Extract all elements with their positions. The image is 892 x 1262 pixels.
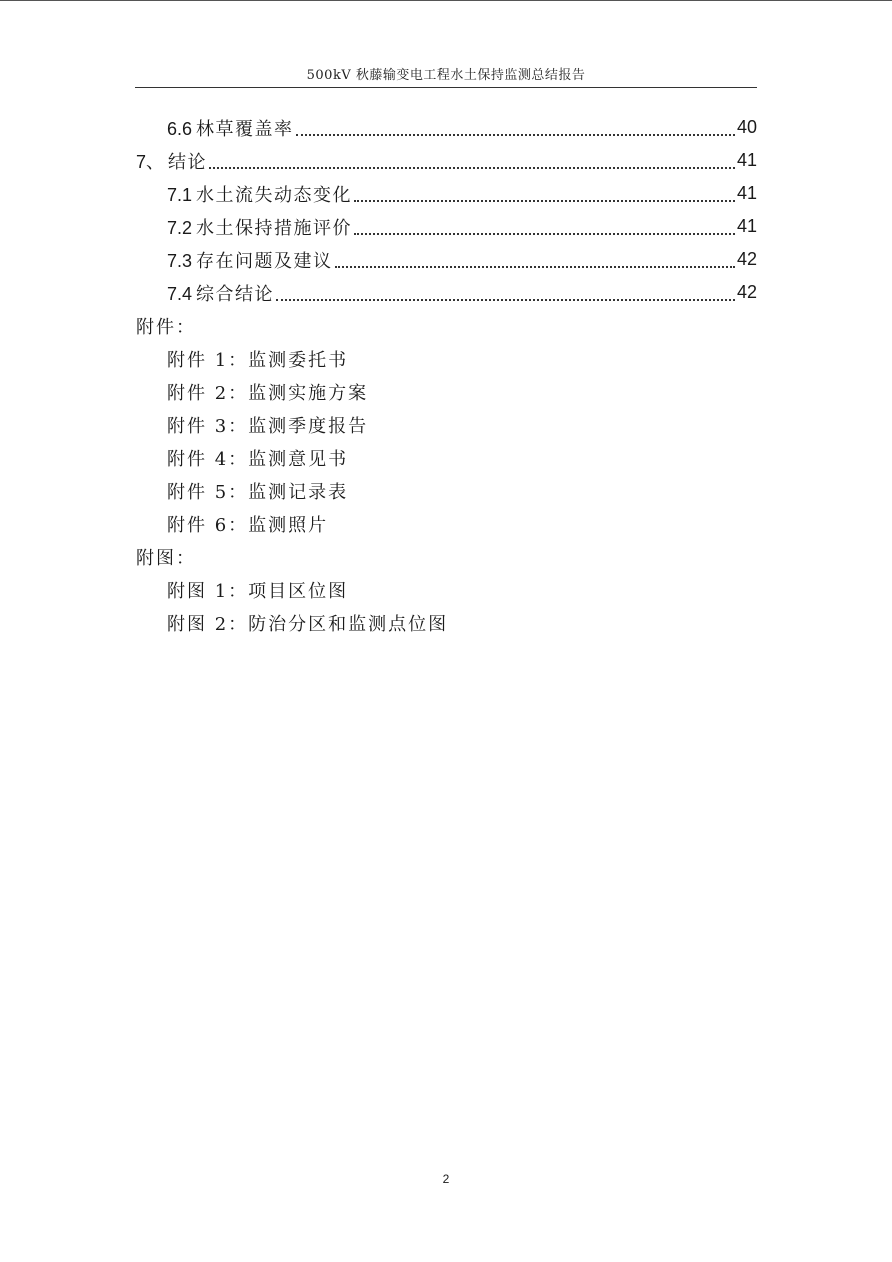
toc-entry-label: [167, 280, 274, 306]
toc-entry-number: 7.3: [167, 250, 193, 271]
toc-entry[interactable]: [167, 210, 757, 243]
toc-entry-label: [167, 115, 294, 141]
toc-entry-number: 7.1: [167, 184, 193, 205]
toc-entry-title: 存在问题及建议: [196, 250, 333, 272]
toc-entry-page: 40: [736, 117, 757, 137]
toc-entry-label: [167, 214, 352, 240]
toc-leader-dots: [209, 166, 735, 169]
toc-entry-page: 42: [736, 249, 757, 269]
toc-entry-number: 7.2: [167, 217, 193, 238]
toc-entry-number: 6.6: [167, 118, 193, 139]
attachment-item[interactable]: 附件 1：监测委托书: [167, 349, 349, 371]
toc-entry-number: 7.4: [167, 283, 193, 304]
attachments-heading: 附件：: [136, 316, 196, 338]
running-header: 500kV 秋藤输变电工程水土保持监测总结报告: [306, 68, 586, 83]
figure-item[interactable]: 附图 2：防治分区和监测点位图: [167, 613, 449, 635]
page-number: 2: [442, 1172, 450, 1186]
page-top-edge: [0, 0, 892, 1]
figures-heading: 附图：: [136, 547, 196, 569]
figure-item[interactable]: 附图 1：项目区位图: [167, 580, 349, 602]
toc-entry-page: 41: [736, 150, 757, 170]
toc-leader-dots: [296, 133, 735, 136]
toc-leader-dots: [276, 298, 735, 301]
toc-leader-dots: [335, 265, 735, 268]
toc-entry-title: 水土流失动态变化: [196, 184, 353, 206]
toc-entry-title: 结论: [168, 151, 208, 173]
toc-entry-label: [167, 247, 333, 273]
toc-entry-number: 7、: [136, 151, 165, 172]
toc-entry-page: 41: [736, 216, 757, 236]
toc-entry[interactable]: [167, 276, 757, 309]
toc-entry-title: 综合结论: [196, 283, 275, 305]
toc-entry[interactable]: [136, 144, 757, 177]
toc-entry[interactable]: [167, 243, 757, 276]
header-rule: [135, 87, 757, 88]
toc-leader-dots: [354, 199, 735, 202]
toc-entry-page: 42: [736, 282, 757, 302]
toc-entry[interactable]: [167, 177, 757, 210]
attachment-item[interactable]: 附件 6：监测照片: [167, 514, 329, 536]
toc-entry[interactable]: [167, 111, 757, 144]
toc-entry-title: 水土保持措施评价: [196, 217, 353, 239]
toc-entry-label: [136, 148, 207, 174]
attachment-item[interactable]: 附件 3：监测季度报告: [167, 415, 369, 437]
attachment-item[interactable]: 附件 2：监测实施方案: [167, 382, 369, 404]
toc-entry-title: 林草覆盖率: [196, 118, 294, 140]
toc-entry-label: [167, 181, 352, 207]
attachment-item[interactable]: 附件 5：监测记录表: [167, 481, 349, 503]
toc-entry-page: 41: [736, 183, 757, 203]
attachment-item[interactable]: 附件 4：监测意见书: [167, 448, 349, 470]
toc-leader-dots: [354, 232, 735, 235]
